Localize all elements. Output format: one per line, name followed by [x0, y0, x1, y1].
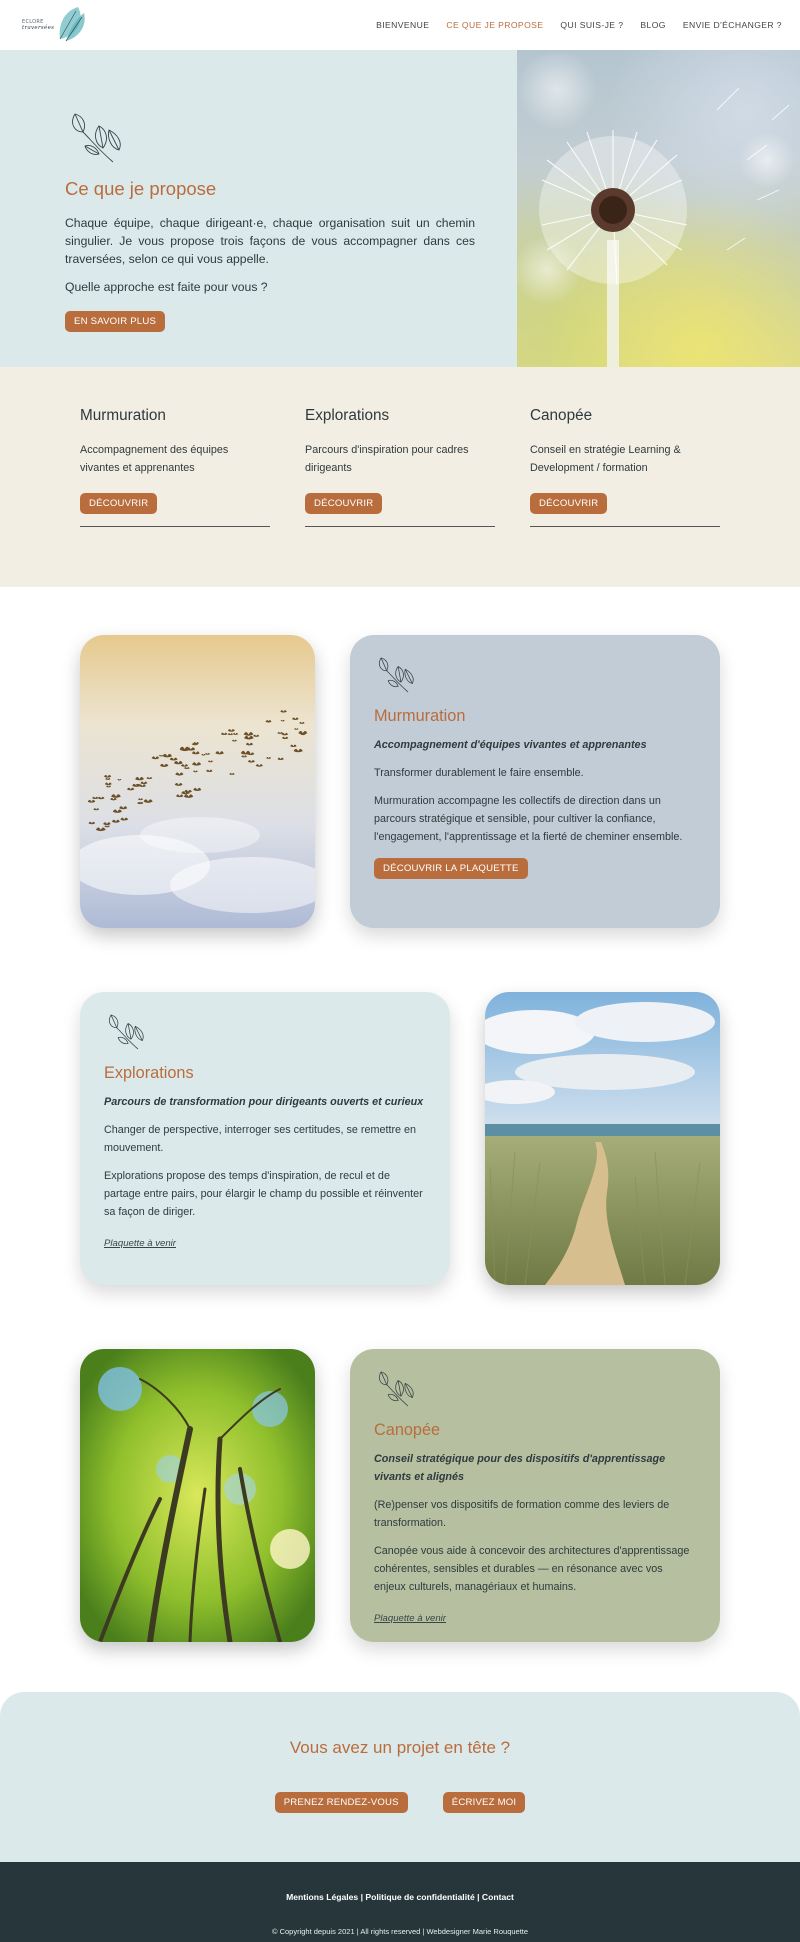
copyright-text: © Copyright depuis 2021 | All rights reserved | Webdesigner Marie Rouquette	[271, 1927, 529, 1936]
decouvrir-murmuration-button[interactable]: DÉCOUVRIR	[80, 493, 157, 514]
plaquette-a-venir-link[interactable]: Plaquette à venir	[374, 1613, 446, 1624]
logo-text	[22, 19, 54, 31]
plaquette-a-venir-link[interactable]: Plaquette à venir	[104, 1238, 176, 1249]
cta-title: Vous avez un projet en tête ?	[289, 1738, 511, 1757]
prenez-rendez-vous-button[interactable]: PRENEZ RENDEZ-VOUS	[275, 1792, 408, 1813]
feature-murmuration	[80, 635, 720, 928]
offer-explorations	[305, 407, 495, 587]
card-title: Canopée	[374, 1421, 441, 1439]
card-description: Canopée vous aide à concevoir des architectures d'apprentissage cohérentes, sensibles et durables — en résonance avec vos enjeux culturels, managériaux et humains.	[374, 1545, 690, 1593]
birds-flock-photo	[80, 635, 315, 928]
card-subtitle: Parcours de transformation pour dirigeants ouverts et curieux	[104, 1096, 424, 1108]
nav-envie-d-echanger[interactable]: ENVIE D'ÉCHANGER ?	[682, 20, 782, 30]
page-title: Ce que je propose	[65, 178, 217, 199]
site-header	[0, 0, 800, 50]
offer-title: Explorations	[305, 407, 390, 424]
decouvrir-la-plaquette-button[interactable]: DÉCOUVRIR LA PLAQUETTE	[374, 858, 528, 879]
offer-canopee	[530, 407, 720, 587]
nav-blog[interactable]: BLOG	[640, 20, 666, 30]
logo[interactable]	[22, 5, 88, 45]
leaf-branch-icon	[374, 655, 418, 695]
hero-question: Quelle approche est faite pour vous ?	[65, 280, 268, 294]
hero-content	[0, 50, 517, 367]
leaf-branch-icon	[374, 1369, 418, 1409]
dandelion-photo	[517, 50, 800, 367]
card-description: Murmuration accompagne les collectifs de direction dans un parcours stratégique et sensible, pour cultiver la confiance, l'engagement, l'apprentissage et la fierté de cheminer ensemble.	[374, 795, 683, 843]
nav-bienvenue[interactable]: BIENVENUE	[376, 20, 430, 30]
divider	[530, 526, 720, 527]
offer-description: Conseil en stratégie Learning & Development / formation	[530, 444, 681, 474]
dune-path-photo	[485, 992, 720, 1285]
forest-canopy-photo	[80, 1349, 315, 1642]
logo-line1: ECLORE	[22, 19, 44, 25]
decouvrir-canopee-button[interactable]: DÉCOUVRIR	[530, 493, 607, 514]
offer-title: Canopée	[530, 407, 593, 424]
feature-explorations	[80, 992, 720, 1285]
nav-ce-que-je-propose[interactable]: CE QUE JE PROPOSE	[446, 20, 544, 30]
hero-section	[0, 50, 800, 367]
card-tagline: Changer de perspective, interroger ses certitudes, se remettre en mouvement.	[104, 1124, 417, 1154]
logo-leaf-icon	[54, 5, 88, 45]
offer-description: Accompagnement des équipes vivantes et apprenantes	[80, 444, 229, 474]
leaf-branch-icon	[104, 1012, 148, 1052]
card-tagline: (Re)penser vos dispositifs de formation comme des leviers de transformation.	[374, 1499, 670, 1529]
offer-murmuration	[80, 407, 270, 587]
offer-description: Parcours d'inspiration pour cadres dirigeants	[305, 444, 469, 474]
site-footer	[0, 1862, 800, 1942]
cta-buttons	[0, 1792, 800, 1813]
cta-section	[0, 1692, 800, 1862]
card-subtitle: Conseil stratégique pour des dispositifs d'apprentissage vivants et alignés	[374, 1453, 666, 1483]
ecrivez-moi-button[interactable]: ÉCRIVEZ MOI	[443, 1792, 526, 1813]
card-description: Explorations propose des temps d'inspiration, de recul et de partage entre pairs, pour élargir le champ du possible et réinventer sa façon de diriger.	[104, 1170, 423, 1218]
logo-line2: traversées	[22, 25, 55, 31]
leaf-branch-icon	[65, 110, 127, 166]
nav-qui-suis-je[interactable]: QUI SUIS-JE ?	[560, 20, 624, 30]
decouvrir-explorations-button[interactable]: DÉCOUVRIR	[305, 493, 382, 514]
canopee-card	[350, 1349, 720, 1642]
divider	[80, 526, 270, 527]
feature-canopee	[80, 1349, 720, 1642]
offer-title: Murmuration	[80, 407, 166, 424]
card-tagline: Transformer durablement le faire ensemble.	[374, 767, 584, 779]
main-nav	[376, 20, 782, 30]
divider	[305, 526, 495, 527]
en-savoir-plus-button[interactable]: EN SAVOIR PLUS	[65, 311, 165, 332]
card-title: Murmuration	[374, 707, 466, 725]
explorations-card	[80, 992, 450, 1285]
footer-links[interactable]: Mentions Légales | Politique de confidentialité | Contact	[286, 1892, 514, 1902]
hero-intro: Chaque équipe, chaque dirigeant·e, chaque organisation suit un chemin singulier. Je vous propose trois façons de vous accompagner dans ces traversées, selon ce qui vous appelle.	[65, 216, 475, 266]
offers-section	[0, 367, 800, 587]
features-section	[0, 587, 800, 1642]
card-title: Explorations	[104, 1064, 194, 1082]
murmuration-card	[350, 635, 720, 928]
card-subtitle: Accompagnement d'équipes vivantes et apprenantes	[374, 739, 647, 751]
